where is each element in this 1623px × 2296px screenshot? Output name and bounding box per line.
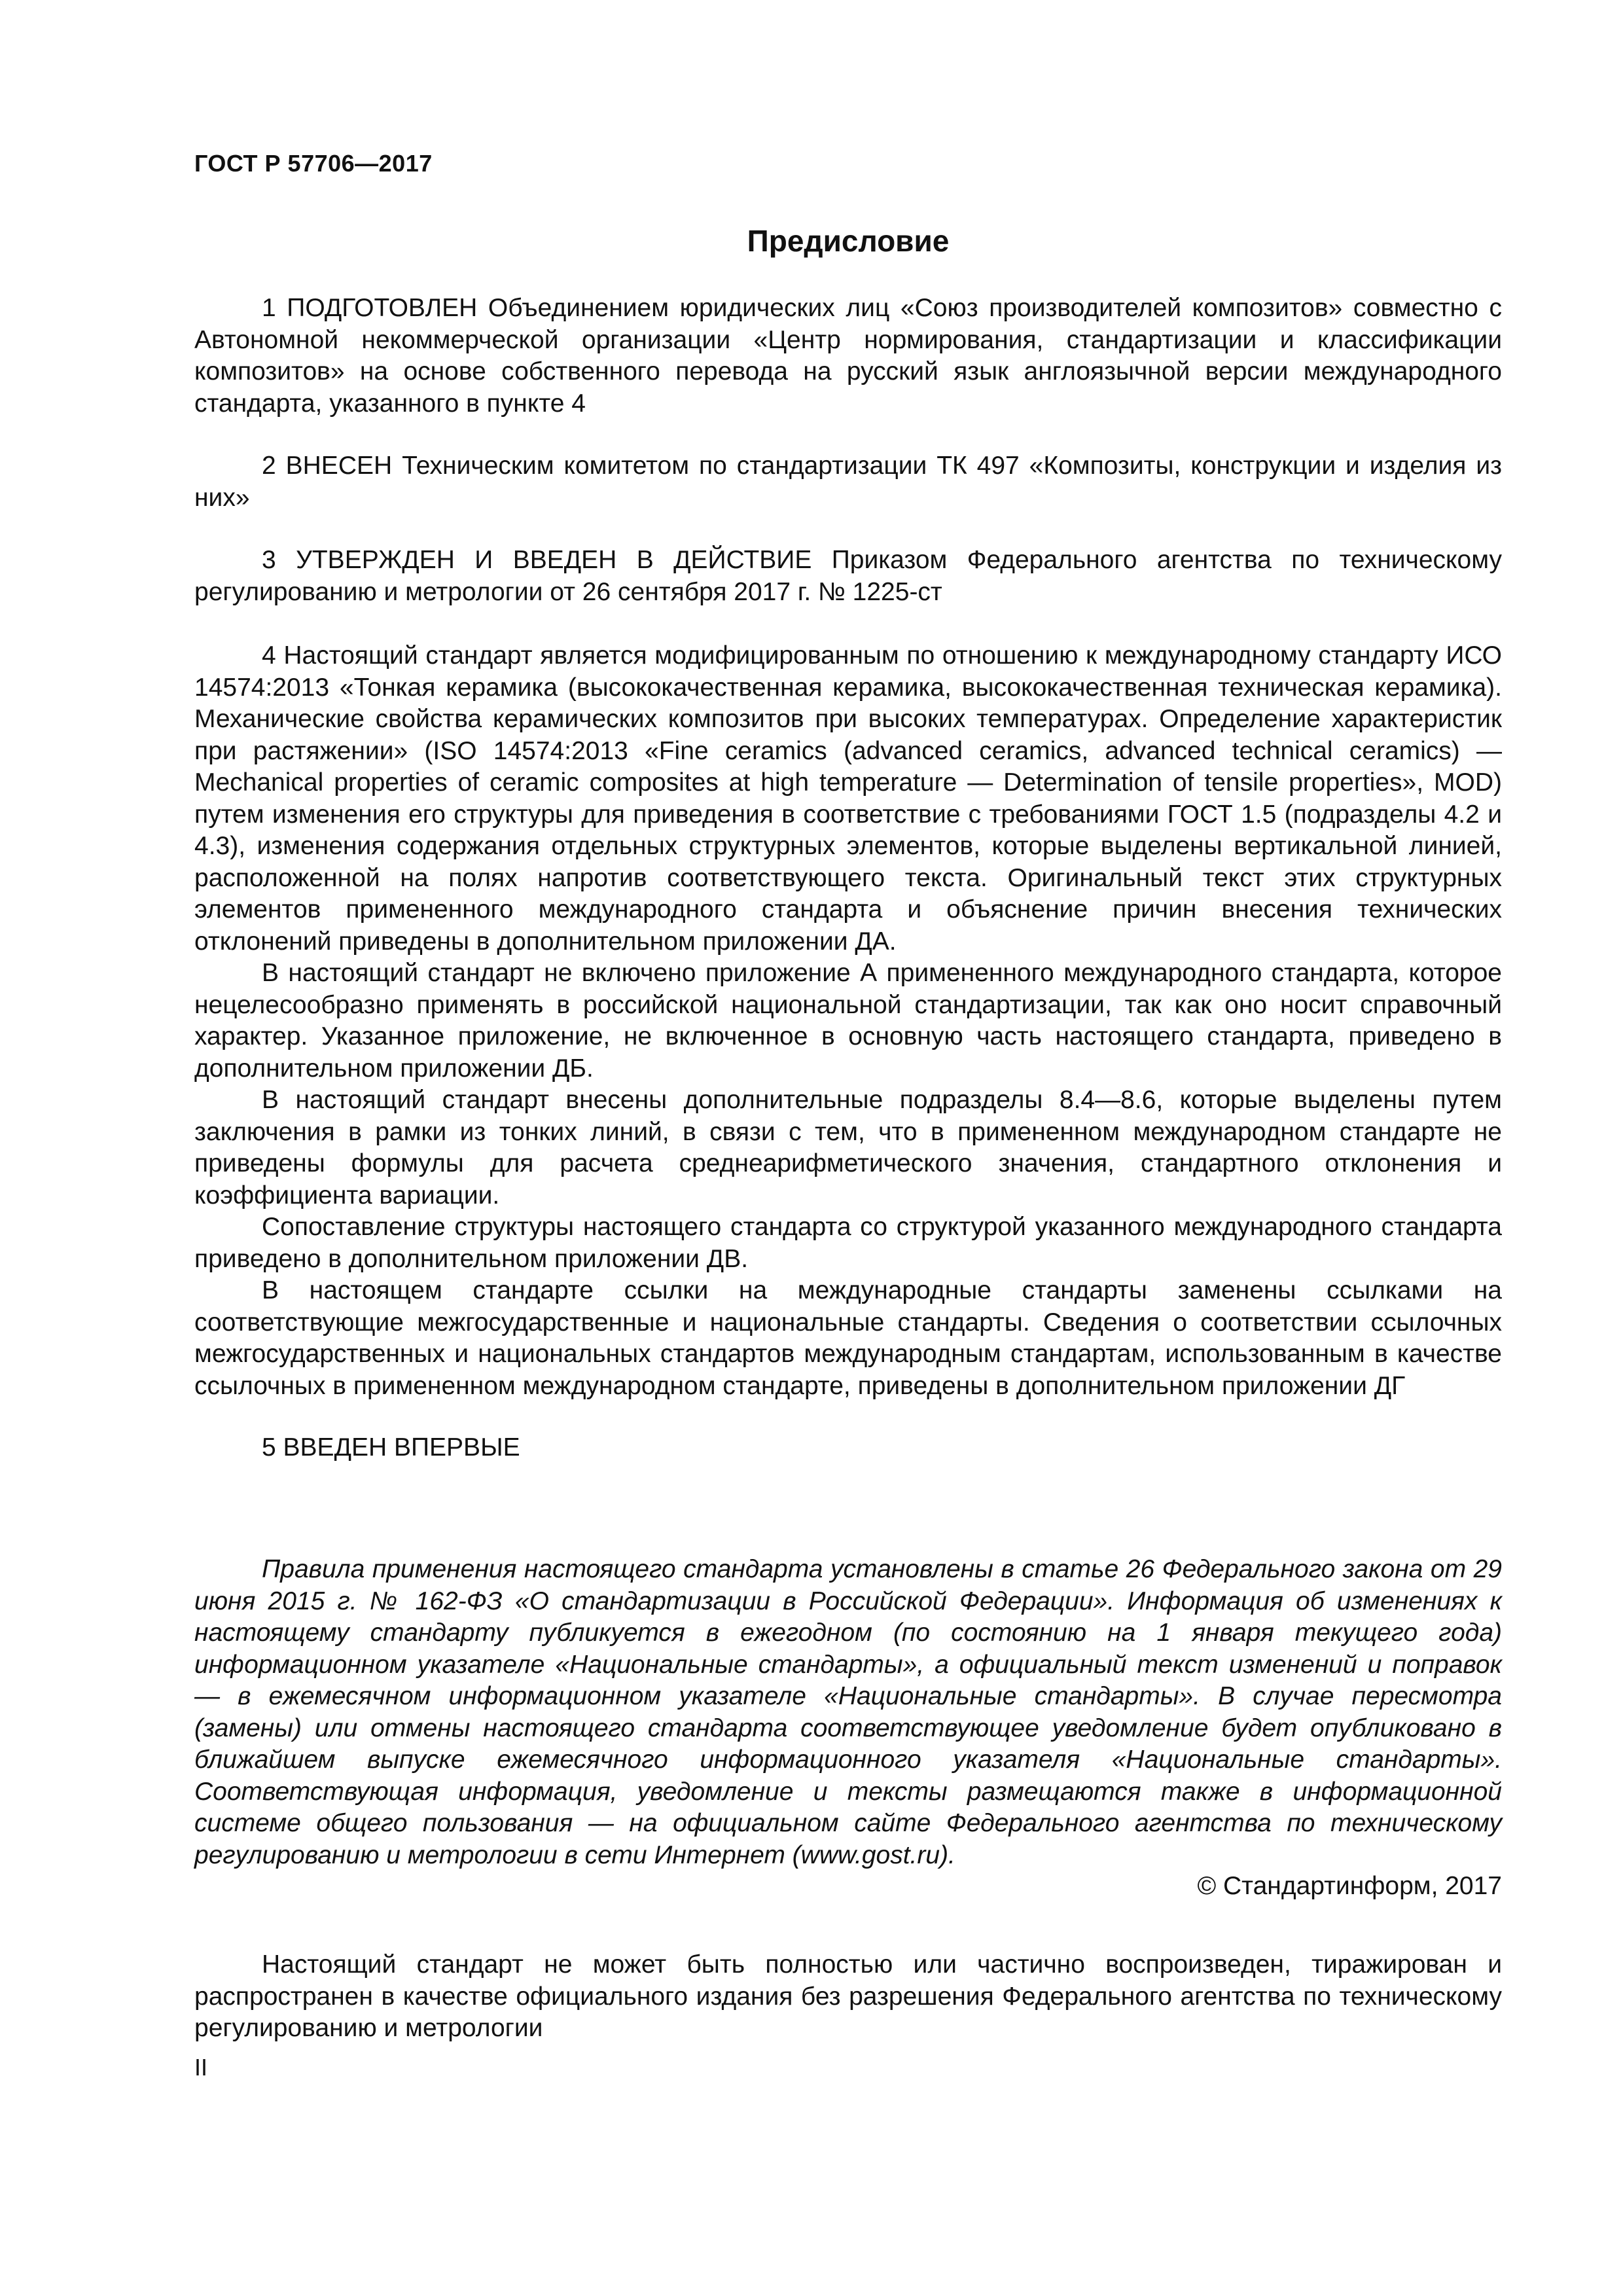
section-4-paragraph-5: В настоящем стандарте ссылки на международные стандарты заменены ссылками на соответствующие межгосударственные и национальные стандарты. Сведения о соответствии ссылочных межгосударственных и национальных стандартов международным стандартам, использованным в качестве ссылочных в примененном международном стандарте, приведены в дополнительном приложении ДГ [194,1276,1502,1400]
section-5-paragraph: 5 ВВЕДЕН ВПЕРВЫЕ [262,1433,520,1462]
document-code: ГОСТ Р 57706—2017 [194,150,433,177]
section-4-paragraph-1: 4 Настоящий стандарт является модифицированным по отношению к международному стандарту ИСО 14574:2013 «Тонкая керамика (высококачественная керамика, высококачественная техническая керамика). Механические свойства керамических композитов при высоких температурах. Определение характеристик при растяжении» (ISO 14574:2013 «Fine ceramics (advanced ceramics, advanced technical ceramics) — Mechanical properties of ceramic composites at high temperature — Determination of tensile properties», MOD) путем изменения его структуры для приведения в соответствие с требованиями ГОСТ 1.5 (подразделы 4.2 и 4.3), изменения содержания отдельных структурных элементов, которые выделены вертикальной линией, расположенной на полях напротив соответствующего текста. Оригинальный текст этих структурных элементов примененного международного стандарта и объяснение причин внесения технических отклонений приведены в дополнительном приложении ДА. [194,641,1502,956]
rules-notice-paragraph: Правила применения настоящего стандарта установлены в статье 26 Федерального закона от 29 июня 2015 г. № 162-ФЗ «О стандартизации в Российской Федерации». Информация об изменениях к настоящему стандарту публикуется в ежегодном (по состоянию на 1 января текущего года) информационном указателе «Национальные стандарты», а официальный текст изменений и поправок — в ежемесячном информационном указателе «Национальные стандарты». В случае пересмотра (замены) или отмены настоящего стандарта соответствующее уведомление будет опубликовано в ближайшем выпуске ежемесячного информационного указателя «Национальные стандарты». Соответствующая информация, уведомление и тексты размещаются также в информационной системе общего пользования — на официальном сайте Федерального агентства по техническому регулированию и метрологии в сети Интернет (www.gost.ru). [194,1555,1502,1869]
foreword-section-5 [194,1432,1502,1464]
foreword-section-3 [194,545,1502,608]
section-4-paragraph-3: В настоящий стандарт внесены дополнительные подразделы 8.4—8.6, которые выделены путем заключения в рамки из тонких линий, в связи с тем, что в примененном международном стандарте не приведены формулы для расчета среднеарифметического значения, стандартного отклонения и коэффициента вариации. [194,1086,1502,1210]
section-1-paragraph: 1 ПОДГОТОВЛЕН Объединением юридических лиц «Союз производителей композитов» совместно с Автономной некоммерческой организации «Центр нормирования, стандартизации и классификации композитов» на основе собственного перевода на русский язык англоязычной версии международного стандарта, указанного в пункте 4 [194,294,1502,418]
section-2-paragraph: 2 ВНЕСЕН Техническим комитетом по стандартизации ТК 497 «Композиты, конструкции и изделия из них» [194,452,1502,512]
page-number: II [194,2054,208,2081]
section-4-paragraph-4: Сопоставление структуры настоящего стандарта со структурой указанного международного стандарта приведено в дополнительном приложении ДВ. [194,1213,1502,1273]
reproduction-notice-paragraph: Настоящий стандарт не может быть полностью или частично воспроизведен, тиражирован и распространен в качестве официального издания без разрешения Федерального агентства по техническому регулированию и метрологии [194,1950,1502,2042]
section-4-paragraph-2: В настоящий стандарт не включено приложение А примененного международного стандарта, которое нецелесообразно применять в российской национальной стандартизации, так как оно носит справочный характер. Указанное приложение, не включенное в основную часть настоящего стандарта, приведено в дополнительном приложении ДБ. [194,959,1502,1083]
page-title: Предисловие [747,224,950,258]
foreword-section-4 [194,640,1502,1402]
foreword-section-1 [194,293,1502,420]
section-3-paragraph: 3 УТВЕРЖДЕН И ВВЕДЕН В ДЕЙСТВИЕ Приказом Федерального агентства по техническому регулированию и метрологии от 26 сентября 2017 г. № 1225-ст [194,546,1502,606]
rules-notice [194,1554,1502,1871]
reproduction-notice [194,1949,1502,2045]
copyright-line: © Стандартинформ, 2017 [1197,1872,1502,1900]
foreword-section-2 [194,450,1502,514]
